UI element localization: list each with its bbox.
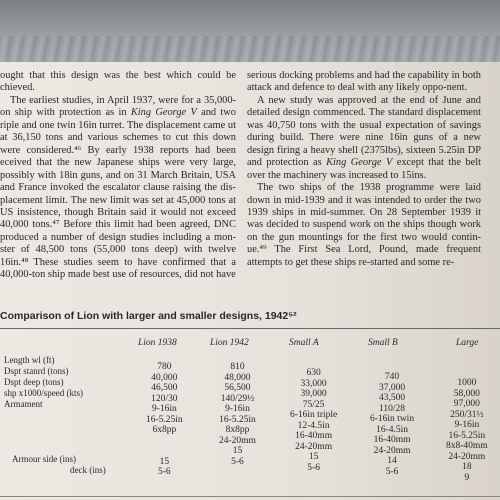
table-cell: 40,000 [151, 372, 178, 383]
table-cell: 6-16in triple [290, 410, 338, 420]
data-column-lion-1938 [146, 362, 183, 478]
table-rule [0, 496, 500, 497]
table-cell: 14 [387, 456, 397, 466]
data-column-large [446, 378, 488, 483]
table-cell: 24-20mm [448, 451, 486, 462]
table-cell: 58,000 [453, 388, 480, 399]
table-cell: 33,000 [300, 378, 327, 389]
table-cell: 5-6 [158, 467, 171, 477]
header-photo [0, 0, 500, 62]
table-cell: 75/25 [302, 399, 325, 410]
column-header: Large [456, 338, 479, 348]
table-cell: 810 [230, 362, 245, 372]
data-column-small-a [290, 368, 337, 473]
table-cell: 43,500 [378, 393, 406, 403]
row-label: Length wl (ft) [4, 355, 55, 365]
table-cell: 16-5.25in [219, 414, 256, 425]
text: The earliest studies, in April 1937, were for a 35,000-on ship with protection as in [0, 94, 236, 119]
table-cell [146, 446, 183, 457]
table-cell: 9-16in [454, 420, 480, 430]
paragraph [0, 95, 236, 282]
table-cell: 6-16in twin [370, 414, 415, 424]
row-label: Dspt stanrd (tons) [4, 366, 69, 376]
table-cell: 24-20mm [295, 441, 333, 452]
row-label [4, 410, 134, 421]
row-label: Dspt deep (tons) [4, 377, 64, 387]
table-cell: 16-40mm [295, 431, 333, 441]
table-cell: 16-5.25in [146, 414, 183, 425]
table-cell: 780 [157, 362, 172, 372]
table-cell: 6x8pp [152, 425, 177, 435]
column-header: Lion 1942 [210, 338, 249, 348]
table-cell: 8x8pp [225, 425, 250, 435]
table-cell: 15 [232, 446, 243, 456]
table-cell: 140/29½ [220, 393, 255, 404]
table-title: Comparison of Lion with larger and smaller designs, 1942⁵² [0, 310, 297, 322]
table-cell: 16-40mm [373, 435, 411, 445]
ship-name: King George V [326, 157, 393, 169]
row-label [4, 421, 134, 432]
table-cell [146, 436, 183, 447]
row-label: Armament [4, 399, 43, 409]
table-cell: 5-6 [307, 462, 320, 473]
text: and two riple and one twin 16in turret. The displacement came ut at 36,150 tons and various schemes to cut this down were considered.⁴⁶ By early 1938 reports had been eceived that the new Japanese ships were very large, possibly with 18in guns, and on 31 March Britain, USA and France invoked the escalator clause raising the dis-placement limit. The new limit was set at 45,000 tons at US insistence, though Britain said it would not exceed 40,000 tons.⁴⁷ Before this limit had been agreed, DNC produced a number of design studies including a mon-ster of 48,500 tons (55,000 tons deep) with twelve 16in.⁴⁸ These studies seem to have confirmed that a 40,000-ton ship made best use of resources, did not have [0, 107, 236, 281]
right-text-column [247, 70, 481, 269]
table-cell: 37,000 [378, 382, 406, 393]
table-cell: 9-16in [225, 404, 250, 414]
row-label: shp x1000/speed (kts) [4, 388, 83, 398]
data-column-lion-1942 [219, 362, 256, 467]
row-label: deck (ins) [70, 465, 106, 475]
paragraph: serious docking problems and had the capability in both attack and defence to deal with any likely oppo-nent. [247, 70, 481, 94]
column-header: Lion 1938 [138, 338, 177, 348]
row-label [4, 432, 134, 443]
row-labels [4, 355, 134, 476]
table-cell: 46,500 [151, 383, 178, 393]
table-cell: 24-20mm [373, 445, 411, 456]
table-cell: 18 [462, 462, 472, 472]
table-cell: 8x8-40mm [446, 441, 488, 451]
table-cell: 740 [384, 372, 400, 382]
sea-image [0, 36, 500, 62]
table-cell: 15 [159, 456, 170, 467]
column-header: Small B [368, 338, 398, 348]
data-column-small-b [370, 372, 414, 477]
table-cell: 110/28 [379, 403, 406, 414]
row-label: Armour side (ins) [12, 454, 76, 464]
paragraph: The two ships of the 1938 programme were laid down in mid-1939 and it was intended to order the two 1939 ships in mid-summer. On 28 September 1939 it was decided to suspend work on the ships though work on the gun mountings for the first two would contin-ue.⁴⁹ The First Sea Lord, Pound, made frequent attempts to get these ships re-started and some re- [247, 182, 481, 268]
paragraph: ought that this design was the best which could be chieved. [0, 70, 236, 94]
table-cell: 12-4.5in [297, 420, 330, 431]
text: A new study was approved at the end of June and detailed design commenced. The standard displacement was 40,750 tons with the usual expectation of savings during build. There were nine 16in guns of a new design firing a heavy shell (2375lbs), sixteen 5.25in DP and protection as [247, 94, 481, 169]
table-cell: 56,500 [224, 383, 251, 393]
table-cell: 15 [308, 452, 319, 462]
table-cell: 16-5.25in [448, 430, 486, 441]
row-label [4, 443, 134, 454]
ship-name: King George V [130, 107, 197, 119]
column-header: Small A [289, 338, 319, 348]
table-cell: 97,000 [453, 399, 480, 409]
table-cell: 24-20mm [219, 435, 256, 446]
table-cell: 48,000 [224, 372, 251, 383]
table-cell: 16-4.5in [376, 424, 408, 435]
table-cell: 39,000 [300, 389, 327, 399]
table-cell: 9-16in [151, 404, 177, 414]
table-cell: 1000 [457, 378, 477, 388]
text: except that the belt over the machinery was increased to 15ins. [247, 157, 481, 181]
left-text-column [0, 70, 236, 282]
table-cell: 9 [464, 472, 470, 483]
table-cell: 5-6 [231, 456, 244, 467]
paragraph [247, 95, 481, 182]
table-cell: 120/30 [151, 393, 178, 404]
table-cell: 250/31½ [450, 409, 484, 420]
table-rule [0, 328, 500, 329]
table-cell: 630 [306, 368, 321, 378]
table-cell: 5-6 [385, 466, 399, 477]
